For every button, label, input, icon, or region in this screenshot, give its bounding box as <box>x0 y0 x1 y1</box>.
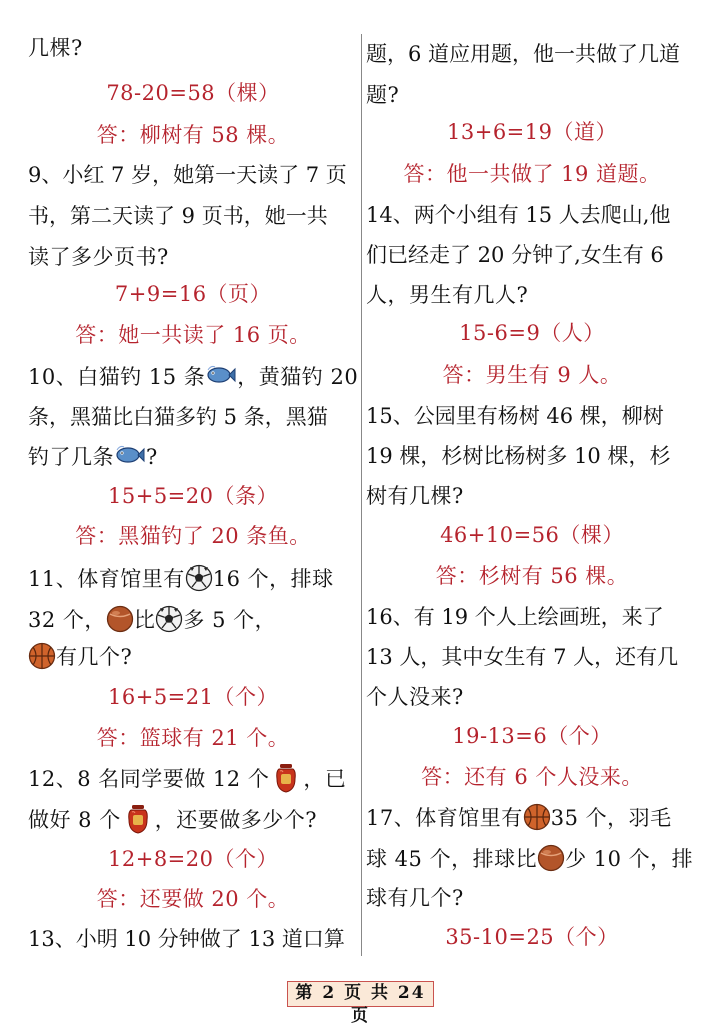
answer: 答：篮球有 21 个。 <box>96 726 290 750</box>
question-17-line-1 <box>366 801 698 835</box>
page-number-footer: 第 2 页 共 24 页 <box>287 981 434 1007</box>
text: 11、体育馆里有 <box>28 567 185 591</box>
soccer-ball-icon <box>155 605 183 633</box>
text: 15、公园里有杨树 46 棵，柳树 <box>366 404 664 428</box>
equation: 16+5=21（个） <box>108 685 278 709</box>
basketball-icon <box>523 803 551 831</box>
question-13-line-2 <box>366 37 698 71</box>
text: ，已 <box>303 767 347 791</box>
soccer-ball-icon <box>185 564 213 592</box>
equation: 78-20=58（棵） <box>106 81 280 105</box>
answer: 答：男生有 9 人。 <box>442 363 622 387</box>
answer: 答：黑猫钓了 20 条鱼。 <box>75 524 311 548</box>
question-12-line-2 <box>28 803 358 837</box>
volleyball-icon <box>106 605 134 633</box>
text: ，还要做多少个? <box>154 808 317 832</box>
text: 16 个，排球 <box>212 567 334 591</box>
question-9-line-3: 读了多少页书? <box>28 245 169 269</box>
text: 钓了几条 <box>28 445 114 469</box>
text: 12、8 名同学要做 12 个 <box>28 767 270 791</box>
text-line: 几棵? <box>28 36 83 60</box>
text: 们已经走了 20 分钟了,女生有 6 <box>366 243 664 267</box>
question-11-line-2 <box>28 603 358 637</box>
question-9-line-2 <box>28 199 358 233</box>
text: 有几个? <box>56 645 133 669</box>
question-17-line-2 <box>366 842 698 876</box>
question-12-line-1 <box>28 762 358 796</box>
text: 10、白猫钓 15 条 <box>28 365 206 389</box>
text: 多 5 个， <box>183 608 277 632</box>
equation: 15+5=20（条） <box>108 484 278 508</box>
equation: 46+10=56（棵） <box>440 523 624 547</box>
lantern-jar-icon <box>127 804 149 834</box>
question-14-line-3: 人，男生有几人? <box>366 283 529 307</box>
question-15-line-2 <box>366 439 698 473</box>
equation: 19-13=6（个） <box>452 724 612 748</box>
lantern-jar-icon <box>275 763 297 793</box>
question-10-line-2 <box>28 400 358 434</box>
answer: 答：他一共做了 19 道题。 <box>403 162 661 186</box>
text: 球 45 个，排球比 <box>366 847 538 871</box>
text: ? <box>146 445 158 469</box>
question-11-line-3 <box>28 640 358 674</box>
text: 35 个，羽毛 <box>550 806 672 830</box>
text: 19 棵，杉树比杨树多 10 棵，杉 <box>366 444 671 468</box>
question-9-line-1 <box>28 158 358 192</box>
answer: 答：还有 6 个人没来。 <box>421 765 643 789</box>
question-14-line-1 <box>366 198 698 232</box>
text: 13 人，其中女生有 7 人，还有几 <box>366 645 679 669</box>
text: 题，6 道应用题，他一共做了几道 <box>366 42 681 66</box>
column-divider <box>361 34 362 956</box>
question-17-line-3: 球有几个? <box>366 886 464 910</box>
text: 做好 8 个 <box>28 808 121 832</box>
question-13-line-3: 题? <box>366 83 400 107</box>
basketball-icon <box>28 642 56 670</box>
answer: 答：还要做 20 个。 <box>96 887 290 911</box>
question-16-line-3: 个人没来? <box>366 685 464 709</box>
text: 32 个， <box>28 608 106 632</box>
question-11-line-1 <box>28 562 358 596</box>
fish-icon <box>115 444 145 466</box>
text: 13、小明 10 分钟做了 13 道口算 <box>28 927 345 951</box>
question-14-line-2 <box>366 238 698 272</box>
text: 比 <box>133 608 156 632</box>
equation: 13+6=19（道） <box>447 120 617 144</box>
equation: 12+8=20（个） <box>108 847 278 871</box>
equation: 35-10=25（个） <box>445 925 619 949</box>
question-10-line-3 <box>28 440 358 474</box>
question-15-line-3: 树有几棵? <box>366 484 464 508</box>
answer: 答：她一共读了 16 页。 <box>75 323 311 347</box>
answer: 答：柳树有 58 棵。 <box>96 123 290 147</box>
question-15-line-1 <box>366 399 698 433</box>
question-13-line-1 <box>28 922 358 956</box>
text: 16、有 19 个人上绘画班，来了 <box>366 605 664 629</box>
equation: 15-6=9（人） <box>459 321 605 345</box>
text: 14、两个小组有 15 人去爬山,他 <box>366 203 671 227</box>
text: 17、体育馆里有 <box>366 806 523 830</box>
text: 9、小红 7 岁，她第一天读了 7 页 <box>28 163 347 187</box>
text: ，黄猫钓 20 <box>237 365 359 389</box>
text: 书，第二天读了 9 页书，她一共 <box>28 204 328 228</box>
question-16-line-1 <box>366 600 698 634</box>
text: 少 10 个，排 <box>565 847 694 871</box>
question-16-line-2 <box>366 640 698 674</box>
text: 条，黑猫比白猫多钓 5 条，黑猫 <box>28 405 328 429</box>
volleyball-icon <box>537 844 565 872</box>
question-10-line-1 <box>28 360 358 394</box>
answer: 答：杉树有 56 棵。 <box>435 564 629 588</box>
equation: 7+9=16（页） <box>114 282 272 306</box>
fish-icon <box>206 364 236 386</box>
